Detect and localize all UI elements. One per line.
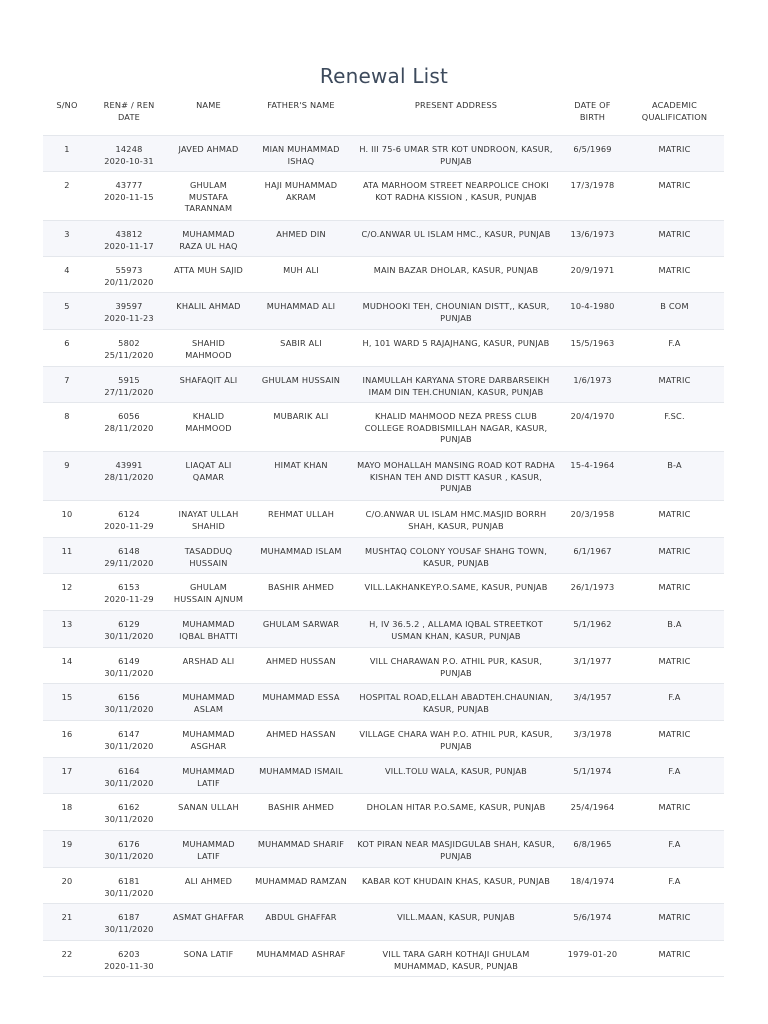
ren-date: 30/11/2020 xyxy=(104,630,154,641)
cell-qualification: MATRIC xyxy=(625,367,724,403)
cell-ren xyxy=(91,293,167,330)
cell-address: KABAR KOT KHUDAIN KHAS, KASUR, PUNJAB xyxy=(352,868,560,904)
cell-address: KOT PIRAN NEAR MASJIDGULAB SHAH, KASUR, PUNJAB xyxy=(352,831,560,868)
ren-date: 2020-11-23 xyxy=(104,312,154,323)
cell-father: MUHAMMAD ASHRAF xyxy=(250,941,352,977)
cell-dob: 20/4/1970 xyxy=(560,403,625,452)
cell-qualification: F.A xyxy=(625,684,724,721)
ren-date: 30/11/2020 xyxy=(104,813,154,824)
cell-sno: 9 xyxy=(43,452,91,501)
cell-address: ATA MARHOOM STREET NEARPOLICE CHOKI KOT RADHA KISSION , KASUR, PUNJAB xyxy=(352,172,560,221)
cell-father: MUHAMMAD ALI xyxy=(250,293,352,330)
cell-address: DHOLAN HITAR P.O.SAME, KASUR, PUNJAB xyxy=(352,794,560,831)
table-row xyxy=(43,721,724,758)
ren-date: 28/11/2020 xyxy=(104,471,154,482)
cell-dob: 18/4/1974 xyxy=(560,868,625,904)
cell-sno: 15 xyxy=(43,684,91,721)
cell-dob: 25/4/1964 xyxy=(560,794,625,831)
cell-sno: 5 xyxy=(43,293,91,330)
cell-dob: 20/9/1971 xyxy=(560,257,625,293)
cell-address: VILL CHARAWAN P.O. ATHIL PUR, KASUR, PUNJAB xyxy=(352,648,560,684)
cell-father: HAJI MUHAMMAD AKRAM xyxy=(250,172,352,221)
cell-address: VILL.MAAN, KASUR, PUNJAB xyxy=(352,904,560,941)
table-row xyxy=(43,452,724,501)
cell-dob: 3/4/1957 xyxy=(560,684,625,721)
cell-qualification: B.A xyxy=(625,611,724,648)
cell-dob: 1/6/1973 xyxy=(560,367,625,403)
cell-ren xyxy=(91,452,167,501)
cell-ren xyxy=(91,257,167,293)
cell-qualification: B-A xyxy=(625,452,724,501)
cell-ren xyxy=(91,330,167,367)
cell-father: SABIR ALI xyxy=(250,330,352,367)
cell-ren xyxy=(91,758,167,794)
cell-father: MUHAMMAD ISMAIL xyxy=(250,758,352,794)
cell-qualification: MATRIC xyxy=(625,648,724,684)
table-row xyxy=(43,941,724,977)
cell-dob: 3/3/1978 xyxy=(560,721,625,758)
cell-qualification: B COM xyxy=(625,293,724,330)
cell-ren xyxy=(91,403,167,452)
cell-address: VILL TARA GARH KOTHAJI GHULAM MUHAMMAD, KASUR, PUNJAB xyxy=(352,941,560,977)
cell-name: ARSHAD ALI xyxy=(167,648,250,684)
cell-sno: 17 xyxy=(43,758,91,794)
header-father: FATHER'S NAME xyxy=(267,100,335,110)
cell-qualification: F.A xyxy=(625,868,724,904)
cell-name: SONA LATIF xyxy=(167,941,250,977)
cell-name: KHALID MAHMOOD xyxy=(167,403,250,452)
cell-qualification: MATRIC xyxy=(625,904,724,941)
cell-ren xyxy=(91,172,167,221)
cell-dob: 15-4-1964 xyxy=(560,452,625,501)
ren-number: 6056 xyxy=(118,411,140,421)
cell-father: REHMAT ULLAH xyxy=(250,501,352,538)
cell-dob: 5/1/1974 xyxy=(560,758,625,794)
table-body xyxy=(43,136,724,977)
table-row xyxy=(43,758,724,794)
ren-date: 2020-11-15 xyxy=(104,191,154,202)
cell-ren xyxy=(91,941,167,977)
table-row xyxy=(43,136,724,172)
ren-date: 29/11/2020 xyxy=(104,557,154,568)
cell-address: MUSHTAQ COLONY YOUSAF SHAHG TOWN, KASUR, PUNJAB xyxy=(352,538,560,574)
cell-name: MUHAMMAD LATIF xyxy=(167,831,250,868)
ren-number: 6153 xyxy=(118,582,140,592)
cell-name: KHALIL AHMAD xyxy=(167,293,250,330)
cell-qualification: MATRIC xyxy=(625,172,724,221)
table-row xyxy=(43,574,724,611)
ren-date: 30/11/2020 xyxy=(104,887,154,898)
page-title: Renewal List xyxy=(319,64,449,88)
ren-number: 6129 xyxy=(118,619,140,629)
cell-father: MIAN MUHAMMAD ISHAQ xyxy=(250,136,352,172)
table-row xyxy=(43,257,724,293)
ren-date: 30/11/2020 xyxy=(104,740,154,751)
cell-sno: 10 xyxy=(43,501,91,538)
cell-name: ATTA MUH SAJID xyxy=(167,257,250,293)
cell-address: VILL.TOLU WALA, KASUR, PUNJAB xyxy=(352,758,560,794)
cell-qualification: MATRIC xyxy=(625,721,724,758)
cell-address: HOSPITAL ROAD,ELLAH ABADTEH.CHAUNIAN, KASUR, PUNJAB xyxy=(352,684,560,721)
ren-number: 43812 xyxy=(115,229,143,239)
ren-number: 6148 xyxy=(118,546,140,556)
cell-father: ABDUL GHAFFAR xyxy=(250,904,352,941)
cell-dob: 17/3/1978 xyxy=(560,172,625,221)
cell-sno: 2 xyxy=(43,172,91,221)
header-name: NAME xyxy=(196,100,221,110)
ren-number: 6181 xyxy=(118,876,140,886)
cell-father: AHMED DIN xyxy=(250,221,352,257)
ren-date: 30/11/2020 xyxy=(104,777,154,788)
cell-qualification: MATRIC xyxy=(625,136,724,172)
cell-dob: 10-4-1980 xyxy=(560,293,625,330)
table-header-row xyxy=(43,94,724,136)
cell-sno: 18 xyxy=(43,794,91,831)
header-qualification: ACADEMIC QUALIFICATION xyxy=(641,100,708,122)
table-row xyxy=(43,330,724,367)
cell-name: GHULAM MUSTAFA TARANNAM xyxy=(167,172,250,221)
ren-date: 20/11/2020 xyxy=(104,276,154,287)
ren-date: 30/11/2020 xyxy=(104,667,154,678)
cell-address: VILL.LAKHANKEYP.O.SAME, KASUR, PUNJAB xyxy=(352,574,560,611)
cell-address: C/O.ANWAR UL ISLAM HMC.MASJID BORRH SHAH, KASUR, PUNJAB xyxy=(352,501,560,538)
cell-dob: 3/1/1977 xyxy=(560,648,625,684)
cell-address: H. III 75-6 UMAR STR KOT UNDROON, KASUR, PUNJAB xyxy=(352,136,560,172)
table-row xyxy=(43,403,724,452)
cell-father: BASHIR AHMED xyxy=(250,794,352,831)
cell-sno: 19 xyxy=(43,831,91,868)
cell-qualification: F.SC. xyxy=(625,403,724,452)
cell-father: GHULAM SARWAR xyxy=(250,611,352,648)
table-row xyxy=(43,794,724,831)
header-sno: S/NO xyxy=(56,100,78,110)
ren-date: 27/11/2020 xyxy=(104,386,154,397)
cell-sno: 20 xyxy=(43,868,91,904)
cell-name: SHAFAQIT ALI xyxy=(167,367,250,403)
table-row xyxy=(43,648,724,684)
cell-name: MUHAMMAD LATIF xyxy=(167,758,250,794)
cell-qualification: MATRIC xyxy=(625,941,724,977)
cell-father: HIMAT KHAN xyxy=(250,452,352,501)
cell-dob: 5/6/1974 xyxy=(560,904,625,941)
header-dob: DATE OF BIRTH xyxy=(574,100,611,122)
ren-date: 30/11/2020 xyxy=(104,850,154,861)
cell-ren xyxy=(91,721,167,758)
cell-sno: 21 xyxy=(43,904,91,941)
header-ren: REN# / REN DATE xyxy=(103,100,155,122)
cell-ren xyxy=(91,136,167,172)
ren-date: 2020-11-29 xyxy=(104,593,154,604)
cell-qualification: MATRIC xyxy=(625,501,724,538)
cell-name: SANAN ULLAH xyxy=(167,794,250,831)
ren-date: 30/11/2020 xyxy=(104,703,154,714)
cell-ren xyxy=(91,904,167,941)
cell-name: ASMAT GHAFFAR xyxy=(167,904,250,941)
cell-qualification: MATRIC xyxy=(625,574,724,611)
cell-qualification: F.A xyxy=(625,831,724,868)
cell-father: GHULAM HUSSAIN xyxy=(250,367,352,403)
cell-dob: 6/5/1969 xyxy=(560,136,625,172)
ren-number: 6187 xyxy=(118,912,140,922)
cell-name: MUHAMMAD IQBAL BHATTI xyxy=(167,611,250,648)
cell-qualification: MATRIC xyxy=(625,221,724,257)
cell-ren xyxy=(91,611,167,648)
cell-name: GHULAM HUSSAIN AJNUM xyxy=(167,574,250,611)
cell-father: AHMED HASSAN xyxy=(250,721,352,758)
cell-name: LIAQAT ALI QAMAR xyxy=(167,452,250,501)
ren-number: 55973 xyxy=(115,265,143,275)
cell-ren xyxy=(91,648,167,684)
cell-qualification: MATRIC xyxy=(625,257,724,293)
cell-dob: 26/1/1973 xyxy=(560,574,625,611)
cell-dob: 6/8/1965 xyxy=(560,831,625,868)
cell-dob: 15/5/1963 xyxy=(560,330,625,367)
ren-number: 6203 xyxy=(118,949,140,959)
cell-father: MUHAMMAD SHARIF xyxy=(250,831,352,868)
cell-address: H, 101 WARD 5 RAJAJHANG, KASUR, PUNJAB xyxy=(352,330,560,367)
cell-father: BASHIR AHMED xyxy=(250,574,352,611)
cell-name: TASADDUQ HUSSAIN xyxy=(167,538,250,574)
ren-number: 6164 xyxy=(118,766,140,776)
cell-dob: 5/1/1962 xyxy=(560,611,625,648)
ren-date: 30/11/2020 xyxy=(104,923,154,934)
cell-dob: 1979-01-20 xyxy=(560,941,625,977)
ren-date: 28/11/2020 xyxy=(104,422,154,433)
table-row xyxy=(43,904,724,941)
cell-qualification: MATRIC xyxy=(625,538,724,574)
ren-date: 2020-11-17 xyxy=(104,240,154,251)
cell-ren xyxy=(91,221,167,257)
cell-name: MUHAMMAD RAZA UL HAQ xyxy=(167,221,250,257)
cell-name: MUHAMMAD ASGHAR xyxy=(167,721,250,758)
table-row xyxy=(43,367,724,403)
ren-number: 5802 xyxy=(118,338,140,348)
cell-dob: 6/1/1967 xyxy=(560,538,625,574)
cell-dob: 20/3/1958 xyxy=(560,501,625,538)
table-row xyxy=(43,172,724,221)
ren-number: 5915 xyxy=(118,375,140,385)
cell-sno: 22 xyxy=(43,941,91,977)
cell-sno: 7 xyxy=(43,367,91,403)
cell-address: KHALID MAHMOOD NEZA PRESS CLUB COLLEGE ROADBISMILLAH NAGAR, KASUR, PUNJAB xyxy=(352,403,560,452)
cell-father: MUBARIK ALI xyxy=(250,403,352,452)
cell-qualification: MATRIC xyxy=(625,794,724,831)
cell-ren xyxy=(91,501,167,538)
cell-sno: 13 xyxy=(43,611,91,648)
cell-ren xyxy=(91,831,167,868)
ren-date: 25/11/2020 xyxy=(104,349,154,360)
ren-number: 14248 xyxy=(115,144,143,154)
cell-father: MUHAMMAD ISLAM xyxy=(250,538,352,574)
ren-number: 43991 xyxy=(115,460,143,470)
cell-qualification: F.A xyxy=(625,330,724,367)
cell-ren xyxy=(91,868,167,904)
cell-ren xyxy=(91,794,167,831)
cell-sno: 14 xyxy=(43,648,91,684)
cell-name: ALI AHMED xyxy=(167,868,250,904)
ren-number: 6162 xyxy=(118,802,140,812)
table-row xyxy=(43,684,724,721)
cell-address: MAYO MOHALLAH MANSING ROAD KOT RADHA KISHAN TEH AND DISTT KASUR , KASUR, PUNJAB xyxy=(352,452,560,501)
cell-dob: 13/6/1973 xyxy=(560,221,625,257)
cell-sno: 11 xyxy=(43,538,91,574)
table-row xyxy=(43,831,724,868)
cell-address: MAIN BAZAR DHOLAR, KASUR, PUNJAB xyxy=(352,257,560,293)
cell-address: INAMULLAH KARYANA STORE DARBARSEIKH IMAM DIN TEH.CHUNIAN, KASUR, PUNJAB xyxy=(352,367,560,403)
cell-qualification: F.A xyxy=(625,758,724,794)
table-row xyxy=(43,538,724,574)
cell-name: MUHAMMAD ASLAM xyxy=(167,684,250,721)
table-row xyxy=(43,868,724,904)
table-row xyxy=(43,611,724,648)
cell-sno: 4 xyxy=(43,257,91,293)
renewal-table xyxy=(43,94,724,977)
cell-address: C/O.ANWAR UL ISLAM HMC., KASUR, PUNJAB xyxy=(352,221,560,257)
ren-number: 43777 xyxy=(115,180,143,190)
cell-sno: 8 xyxy=(43,403,91,452)
ren-number: 6156 xyxy=(118,692,140,702)
cell-name: JAVED AHMAD xyxy=(167,136,250,172)
cell-sno: 1 xyxy=(43,136,91,172)
cell-father: MUHAMMAD ESSA xyxy=(250,684,352,721)
cell-father: MUH ALI xyxy=(250,257,352,293)
cell-name: SHAHID MAHMOOD xyxy=(167,330,250,367)
cell-name: INAYAT ULLAH SHAHID xyxy=(167,501,250,538)
ren-number: 6176 xyxy=(118,839,140,849)
cell-sno: 16 xyxy=(43,721,91,758)
ren-date: 2020-11-30 xyxy=(104,960,154,971)
cell-sno: 6 xyxy=(43,330,91,367)
cell-address: MUDHOOKI TEH, CHOUNIAN DISTT,, KASUR, PUNJAB xyxy=(352,293,560,330)
cell-sno: 3 xyxy=(43,221,91,257)
ren-number: 6147 xyxy=(118,729,140,739)
table-row xyxy=(43,293,724,330)
cell-address: H, IV 36.5.2 , ALLAMA IQBAL STREETKOT USMAN KHAN, KASUR, PUNJAB xyxy=(352,611,560,648)
cell-father: MUHAMMAD RAMZAN xyxy=(250,868,352,904)
header-address: PRESENT ADDRESS xyxy=(414,100,498,110)
cell-father: AHMED HUSSAN xyxy=(250,648,352,684)
cell-address: VILLAGE CHARA WAH P.O. ATHIL PUR, KASUR, PUNJAB xyxy=(352,721,560,758)
ren-number: 39597 xyxy=(115,301,143,311)
ren-number: 6124 xyxy=(118,509,140,519)
ren-date: 2020-11-29 xyxy=(104,520,154,531)
ren-number: 6149 xyxy=(118,656,140,666)
cell-ren xyxy=(91,684,167,721)
cell-ren xyxy=(91,538,167,574)
cell-ren xyxy=(91,574,167,611)
cell-ren xyxy=(91,367,167,403)
table-row xyxy=(43,221,724,257)
ren-date: 2020-10-31 xyxy=(104,155,154,166)
cell-sno: 12 xyxy=(43,574,91,611)
table-row xyxy=(43,501,724,538)
